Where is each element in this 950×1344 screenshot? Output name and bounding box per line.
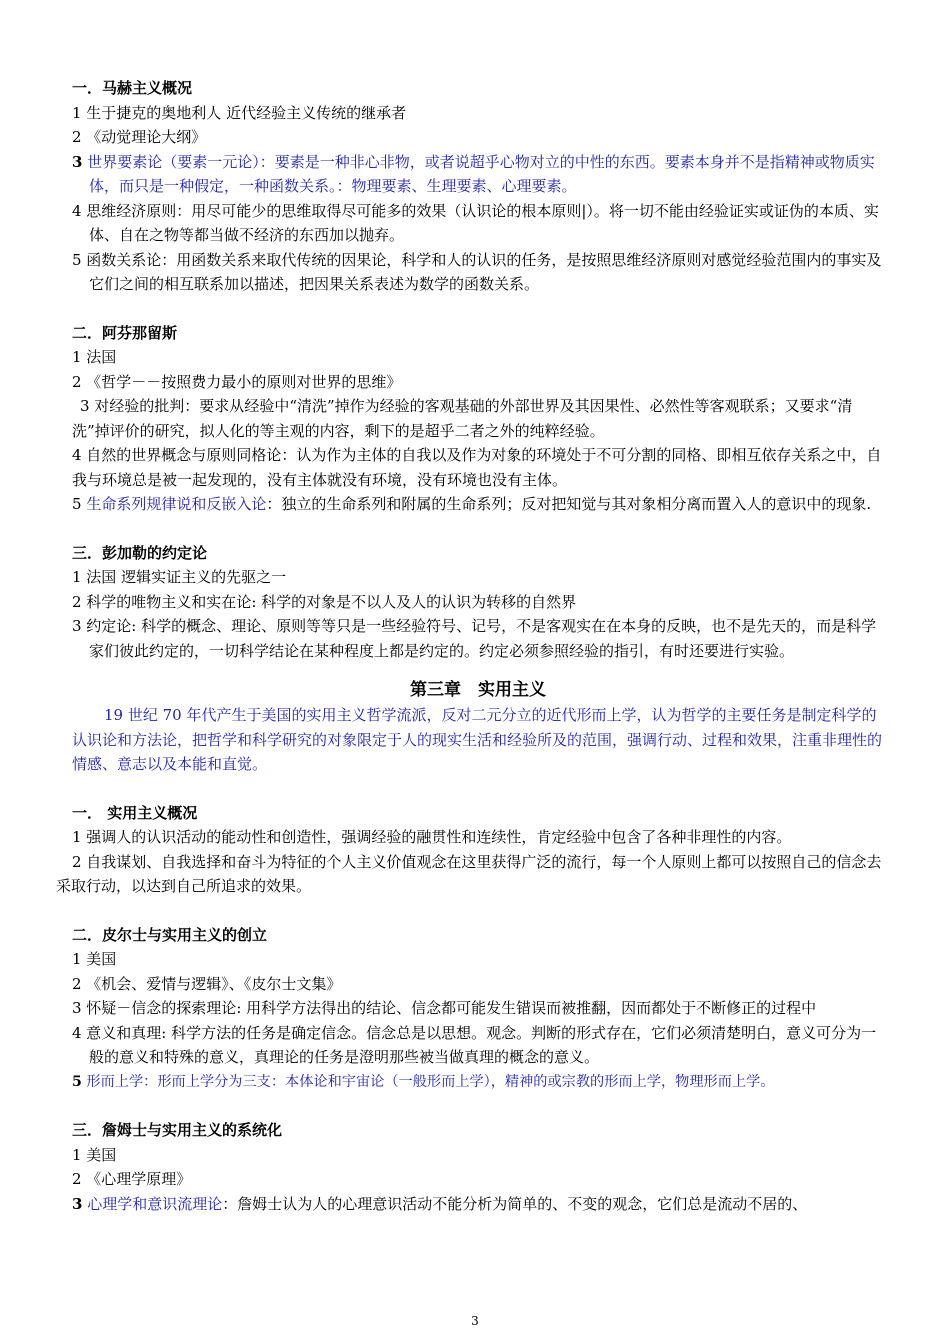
list-item: 2 科学的唯物主义和实在论: 科学的对象是不以人及人的认识为转移的自然界	[72, 592, 577, 611]
section-heading-mach: 一．马赫主义概况	[72, 79, 193, 97]
highlighted-text: 生命系列规律说和反嵌入论	[86, 495, 267, 513]
section-heading-james: 三．詹姆士与实用主义的系统化	[72, 1121, 283, 1139]
section-heading-pragmatism-overview: 一． 实用主义概况	[72, 803, 198, 822]
list-item: 1 法国 逻辑实证主义的先驱之一	[72, 568, 287, 586]
item-text: ：独立的生命系列和附属的生命系列；反对把知觉与其对象相分离而置入人的意识中的现象.	[266, 495, 872, 513]
section-heading-avenarius: 二．阿芬那留斯	[72, 323, 178, 342]
highlighted-text: 世界要素论（要素一元论）：要素是一种非心非物，或者说超乎心物对立的中性的东西。要素本身并不是指精神或物质实体，而只是一种假定，一种函数关系。：物理要素、生理要素、心理要素。	[87, 152, 875, 195]
list-item: 2 《机会、爱情与逻辑》、《皮尔士文集》	[72, 974, 342, 993]
list-item: 4 自然的世界概念与原则同格论：认为作为主体的自我以及作为对象的环境处于不可分割的同格、即相互依存关系之中，自我与环境总是被一起发现的，没有主体就没有环境，没有环境也没有主体。	[72, 446, 882, 489]
list-item: 1 法国	[72, 348, 117, 366]
list-item: 4 思维经济原则：用尽可能少的思维取得尽可能多的效果（认识论的根本原则|）。将一切不能由经验证实或证伪的本质、实体、自在之物等都当做不经济的东西加以抛弃。	[72, 201, 879, 244]
chapter-intro: 19 世纪 70 年代产生于美国的实用主义哲学流派，反对二元分立的近代形而上学，认为哲学的主要任务是制定科学的认识论和方法论，把哲学和科学研究的对象限定于人的现实生活和经验所及的范围，强调行动、过程和效果，注重非理性的情感、意志以及本能和直觉。	[72, 706, 883, 773]
item-number: 3	[72, 152, 83, 171]
list-item: 1 美国	[72, 1145, 117, 1164]
section-heading-poincare: 三．彭加勒的约定论	[72, 543, 208, 562]
list-item: 1 强调人的认识活动的能动性和创造性，强调经验的融贯性和连续性，肯定经验中包含了各种非理性的内容。	[72, 828, 792, 846]
list-item: 3 对经验的批判：要求从经验中“清洗”掉作为经验的客观基础的外部世界及其因果性、必然性等客观联系；又要求“清洗”掉评价的研究，拟人化的等主观的内容，剩下的是超乎二者之外的纯粹经验。	[72, 397, 853, 440]
list-item: 1 生于捷克的奥地利人 近代经验主义传统的继承者	[72, 103, 407, 122]
section-heading-peirce: 二．皮尔士与实用主义的创立	[72, 925, 268, 944]
list-item	[72, 1070, 884, 1095]
list-item: 5 函数关系论：用函数关系来取代传统的因果论，科学和人的认识的任务，是按照思维经济原则对感觉经验范围内的事实及它们之间的相互联系加以描述，把因果关系表述为数学的函数关系。	[72, 250, 882, 293]
list-item: 2 《动觉理论大纲》	[72, 128, 207, 146]
chapter-title: 第三章 实用主义	[410, 680, 546, 700]
document-page	[56, 76, 884, 1216]
list-item: 4 意义和真理: 科学方法的任务是确定信念。信念总是以思想。观念。判断的形式存在，它们必须清楚明白，意义可分为一般的意义和特殊的意义，真理论的任务是澄明那些被当做真理的概念的意义。	[72, 1023, 877, 1066]
item-text: ：詹姆士认为人的心理意识活动不能分析为简单的、不变的观念，它们总是流动不居的、	[222, 1194, 808, 1213]
list-item	[72, 1192, 884, 1217]
item-number: 5	[72, 495, 82, 513]
list-item: 3 约定论: 科学的概念、理论、原则等等只是一些经验符号、记号，不是客观实在在本身的反映，也不是先天的，而是科学家们彼此约定的，一切科学结论在某种程度上都是约定的。约定必须参照经验的指引，有时还要进行实验。	[72, 617, 877, 660]
list-item	[72, 492, 884, 517]
item-number: 5	[72, 1073, 82, 1090]
highlighted-text: 形而上学：形而上学分为三支：本体论和宇宙论（一般形而上学），精神的或宗教的形而上学，物理形而上学。	[86, 1073, 775, 1090]
list-item: 1 美国	[72, 950, 117, 968]
highlighted-text: 心理学和意识流理论	[87, 1194, 223, 1213]
list-item: 2 自我谋划、自我选择和奋斗为特征的个人主义价值观念在这里获得广泛的流行，每一个人原则上都可以按照自己的信念去采取行动，以达到自己所追求的效果。	[56, 852, 882, 895]
page-number: 3	[471, 1314, 479, 1328]
list-item	[72, 150, 884, 199]
list-item: 2 《心理学原理》	[72, 1170, 192, 1188]
list-item: 2 《哲学－－按照费力最小的原则对世界的思维》	[72, 372, 402, 391]
list-item: 3 怀疑－信念的探索理论: 用科学方法得出的结论、信念都可能发生错误而被推翻，因而都处于不断修正的过程中	[72, 999, 817, 1017]
item-number: 3	[72, 1194, 83, 1213]
